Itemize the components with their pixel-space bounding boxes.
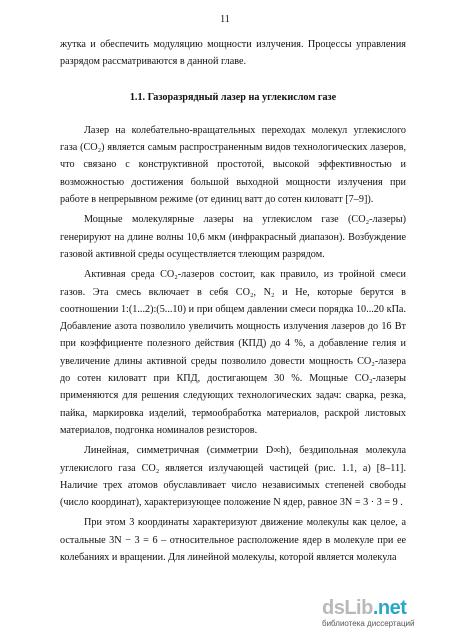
watermark-brand bbox=[322, 598, 440, 618]
paragraph-1: жутка и обеспечить модуляцию мощности излучения. Процессы управления разрядом рассматриваются в данной главе. bbox=[60, 39, 406, 68]
paragraph-5: Линейная, симметричная (симметрии D∞h), бездипольная молекула углекислого газа CO₂ является излучающей частицей (рис. 1.1, а) [8–11]. Наличие трех атомов обуславливает число независимых степеней свободы (число координат), характеризующее положение N ядер, равное 3N = 3 · 3 = 9 . bbox=[60, 445, 406, 509]
page-body bbox=[60, 36, 406, 566]
watermark-brand-left: dsLib bbox=[322, 597, 373, 619]
paragraph-3: Мощные молекулярные лазеры на углекислом газе (CO₂-лазеры) генерируют на длине волны 10,6 мкм (инфракрасный диапазон). Возбуждение газовой активной среды осуществляется тлеющим разрядом. bbox=[60, 214, 406, 260]
paragraph-6: При этом 3 координаты характеризуют движение молекулы как целое, а остальные 3N − 3 = 6 – относительное расположение ядер в молекуле при ее колебаниях и вращении. Для линейной молекулы, которой является молекула bbox=[60, 517, 406, 564]
section-title: 1.1. Газоразрядный лазер на углекислом газе bbox=[129, 91, 337, 103]
watermark-brand-right: net bbox=[377, 597, 407, 619]
watermark-subtitle: библиотека диссертаций bbox=[322, 619, 415, 628]
watermark-logo bbox=[322, 598, 440, 632]
page-number: 11 bbox=[220, 14, 230, 25]
watermark-brand-dot: . bbox=[372, 597, 378, 619]
paragraph-2: Лазер на колебательно-вращательных переходах молекул углекислого газа (CO₂) является самым распространенным видов технологических лазеров, что связано с конструктивной простотой, высокой эффективностью и возможностью достижения большой выходной мощности излучения при работе в непрерывном режиме (от единиц ватт до сотен киловатт [7–9]). bbox=[60, 124, 406, 206]
paragraph-4: Активная среда CO₂-лазеров состоит, как правило, из тройной смеси газов. Эта смесь включает в себя CO₂, N₂ и He, которые берутся в соотношении 1:(1...2):(5...10) и при общем давлении смеси порядка 10...20 кПа. Добавление азота позволило увеличить мощность излучения лазеров до 16 Вт при коэффициенте полезного действия (КПД) до 4 %, а добавление гелия и увеличение длины активной среды позволило довести мощность CO₂-лазера до сотен киловатт при КПД, достигающем 30 %. Мощные CO₂-лазеры применяются для решения следующих технологических задач: сварка, резка, пайка, маркировка изделий, термообработка материалов, раскрой листовых материалов, подгонка номиналов резисторов. bbox=[60, 269, 406, 436]
